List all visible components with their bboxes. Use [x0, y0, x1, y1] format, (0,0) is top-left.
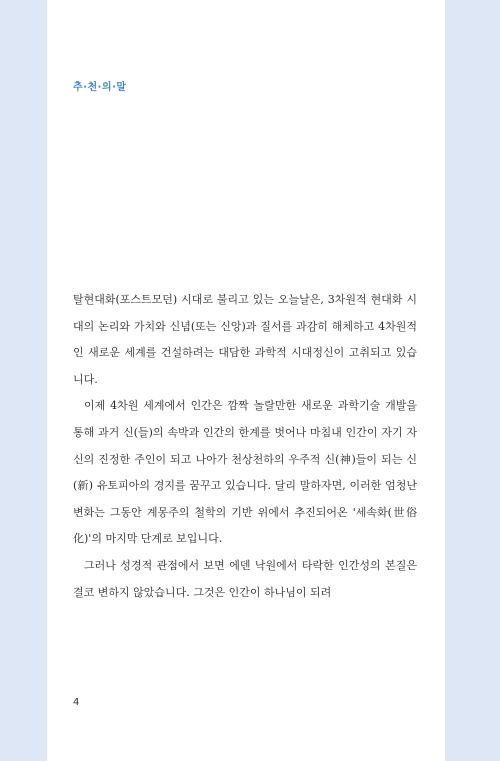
paragraph-3: 그러나 성경적 관점에서 보면 에덴 낙원에서 타락한 인간성의 본질은 결코 변하지 않았습니다. 그것은 인간이 하나님이 되려	[73, 558, 417, 599]
section-title: 추·천·의·말	[73, 82, 127, 93]
body-text	[73, 287, 417, 606]
paragraph-2: 이제 4차원 세계에서 인간은 깜짝 놀랄만한 새로운 과학기술 개발을 통해 과거 신(들)의 속박과 인간의 한계를 벗어나 마침내 인간이 자기 자신의 진정한 주인이 되고 나아가 천상천하의 우주적 신(神)들이 되는 신(新) 유토피아의 경지를 꿈꾸고 있습니다. 달리 말하자면, 이러한 엄청난 변화는 그동안 계몽주의 철학의 기반 위에서 추진되어온 '세속화(世俗化)'의 마지막 단계로 보입니다.	[73, 399, 417, 546]
book-page	[47, 0, 445, 761]
paragraph-1: 탈현대화(포스트모던) 시대로 불리고 있는 오늘날은, 3차원적 현대화 시대의 논리와 가치와 신념(또는 신앙)과 질서를 과감히 해체하고 4차원적인 새로운 세계를 건설하려는 대담한 과학적 시대정신이 고취되고 있습니다.	[73, 293, 417, 386]
page-number: 4	[73, 697, 80, 708]
